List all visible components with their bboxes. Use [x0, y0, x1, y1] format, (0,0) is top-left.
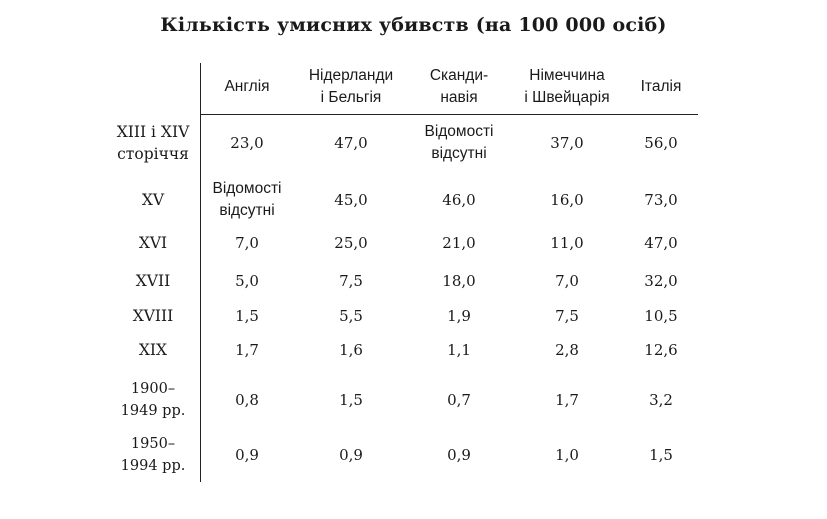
table-cell: 1,5	[339, 391, 363, 409]
table-cell: 45,0	[334, 191, 368, 209]
table-cell: 5,5	[339, 307, 363, 325]
table-cell: 1,7	[555, 391, 579, 409]
table-cell: 2,8	[555, 341, 579, 359]
row-header: XVII	[135, 272, 171, 290]
row-header: XIII і XIV	[116, 123, 190, 141]
column-header: Італія	[640, 78, 682, 95]
row-header: XIX	[138, 341, 168, 359]
table-cell: 32,0	[644, 272, 678, 290]
row-header: 1994 рр.	[120, 458, 186, 474]
table-cell: 21,0	[442, 234, 476, 252]
table-cell: Відомості	[424, 123, 494, 140]
table-cell: 0,9	[235, 446, 259, 464]
table-cell: 56,0	[644, 134, 678, 152]
table-cell: відсутні	[219, 202, 275, 219]
table-cell: 37,0	[550, 134, 584, 152]
table-cell: 73,0	[644, 191, 678, 209]
table-cell: 0,7	[447, 391, 471, 409]
table-cell: 1,5	[235, 307, 259, 325]
table-cell: 16,0	[550, 191, 584, 209]
column-header: Німеччина	[529, 67, 605, 84]
table-cell: відсутні	[431, 145, 487, 162]
table-cell: 1,5	[649, 446, 673, 464]
table-cell: 25,0	[334, 234, 368, 252]
column-header: навія	[440, 89, 478, 106]
table-cell: 0,9	[447, 446, 471, 464]
table-cell: 7,5	[555, 307, 579, 325]
table-cell: 3,2	[649, 391, 673, 409]
row-header: XV	[141, 191, 165, 209]
row-header: 1949 рр.	[120, 403, 186, 419]
table-cell: 1,0	[555, 446, 579, 464]
table-title: Кількість умисних убивств (на 100 000 осіб)	[160, 14, 667, 36]
column-header: Нідерланди	[308, 67, 394, 84]
column-header: Англія	[224, 78, 270, 95]
table-cell: 1,1	[447, 341, 471, 359]
row-header: сторіччя	[117, 145, 189, 163]
row-header: 1900–	[130, 381, 176, 397]
table-cell: 1,7	[235, 341, 259, 359]
table-cell: 0,8	[235, 391, 259, 409]
table-cell: 1,6	[339, 341, 363, 359]
table-cell: 46,0	[442, 191, 476, 209]
table-cell: 10,5	[644, 307, 678, 325]
table-cell: 7,0	[555, 272, 579, 290]
table-cell: 18,0	[442, 272, 476, 290]
row-header: 1950–	[130, 436, 176, 452]
table-cell: 47,0	[644, 234, 678, 252]
table-cell: 0,9	[339, 446, 363, 464]
table-cell: 1,9	[447, 307, 471, 325]
column-header: і Швейцарія	[524, 89, 610, 106]
row-header: XVIII	[132, 307, 174, 325]
table-cell: Відомості	[212, 180, 282, 197]
column-header: Сканди-	[429, 67, 489, 84]
table-cell: 11,0	[550, 234, 584, 252]
table-cell: 47,0	[334, 134, 368, 152]
table-cell: 7,0	[235, 234, 259, 252]
table-cell: 12,6	[644, 341, 678, 359]
table-cell: 7,5	[339, 272, 363, 290]
table-cell: 23,0	[230, 134, 264, 152]
row-header: XVI	[138, 234, 168, 252]
horizontal-divider	[200, 114, 698, 115]
column-header: і Бельгія	[320, 89, 382, 106]
table-cell: 5,0	[235, 272, 259, 290]
